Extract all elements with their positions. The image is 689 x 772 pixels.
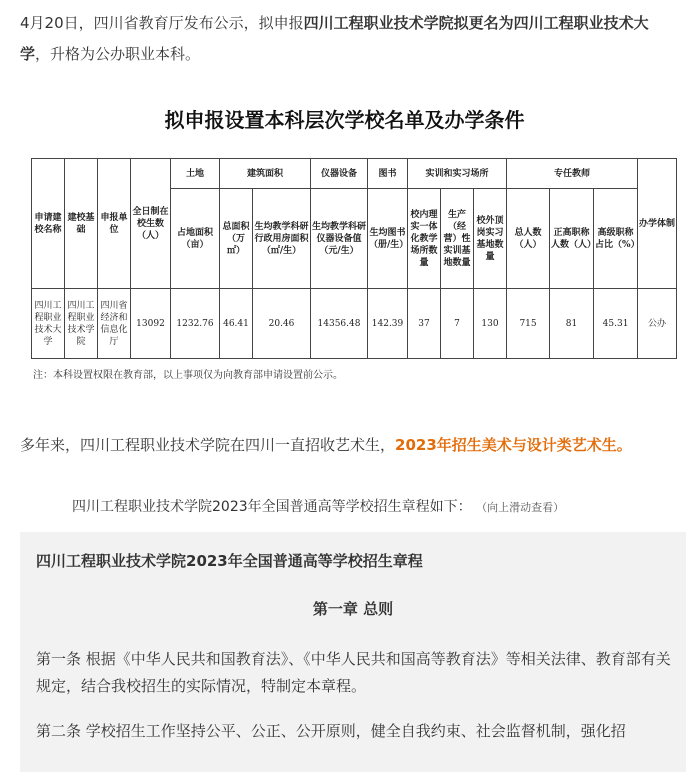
cell-base: 四川工程职业技术学院 bbox=[65, 289, 98, 359]
table-note: 注：本科设置权限在教育部，以上事项仅为向教育部申请设置前公示。 bbox=[33, 370, 343, 381]
cell-per-area: 20.46 bbox=[253, 289, 311, 359]
charter-intro bbox=[72, 495, 564, 520]
header-per-books: 生均图书（册/生） bbox=[368, 189, 408, 289]
charter-scroll-box[interactable] bbox=[20, 532, 686, 772]
header-senior-ratio: 高级职称占比（%） bbox=[594, 189, 638, 289]
article-2: 第二条 学校招生工作坚持公平、公正、公开原则，健全自我约束、社会监督机制，强化招 bbox=[36, 722, 626, 740]
art-student-paragraph bbox=[20, 432, 680, 458]
art-student-text: 多年来，四川工程职业技术学院在四川一直招收艺术生， bbox=[20, 436, 396, 454]
header-students: 全日制在校生数（人） bbox=[131, 159, 171, 289]
conditions-table bbox=[31, 158, 677, 359]
cell-unit: 四川省经济和信息化厅 bbox=[98, 289, 131, 359]
intro-text-1: 4月20日，四川省教育厅发布公示，拟申报 bbox=[20, 14, 304, 32]
intro-text-2: ，升格为公办职业本科。 bbox=[35, 45, 201, 63]
cell-total-area: 46.41 bbox=[220, 289, 253, 359]
cell-land-area: 1232.76 bbox=[171, 289, 220, 359]
table-row bbox=[32, 289, 677, 359]
cell-production: 7 bbox=[441, 289, 474, 359]
header-unit: 申报单位 bbox=[98, 159, 131, 289]
header-per-area: 生均教学科研行政用房面积（㎡/生） bbox=[253, 189, 311, 289]
header-land-area: 占地面积（亩） bbox=[171, 189, 220, 289]
cell-per-books: 142.39 bbox=[368, 289, 408, 359]
header-equipment: 仪器设备 bbox=[311, 159, 368, 189]
header-practice: 实训和实习场所 bbox=[408, 159, 507, 189]
cell-outer: 130 bbox=[474, 289, 507, 359]
header-senior: 正高职称人数（人） bbox=[550, 189, 594, 289]
charter-title: 四川工程职业技术学院2023年全国普通高等学校招生章程 bbox=[36, 552, 423, 570]
article-1: 第一条 根据《中华人民共和国教育法》、《中华人民共和国高等教育法》等相关法律、教育部有关规定，结合我校招生的实际情况，特制定本章程。 bbox=[36, 650, 671, 695]
charter-intro-text: 四川工程职业技术学院2023年全国普通高等学校招生章程如下： bbox=[72, 499, 472, 515]
cell-total-teachers: 715 bbox=[507, 289, 550, 359]
header-land: 土地 bbox=[171, 159, 220, 189]
art-student-highlight: 2023年招生美术与设计类艺术生。 bbox=[395, 436, 632, 454]
header-total-area: 总面积（万㎡） bbox=[220, 189, 253, 289]
header-outer: 校外顶岗实习基地数量 bbox=[474, 189, 507, 289]
chapter-heading: 第一章 总则 bbox=[312, 600, 394, 618]
header-total-teachers: 总人数（人） bbox=[507, 189, 550, 289]
header-base: 建校基础 bbox=[65, 159, 98, 289]
intro-bold-text: 四川工程职业技术学院拟更名为四川工程职业技术大学 bbox=[20, 14, 649, 63]
scroll-hint: （向上滑动查看） bbox=[476, 501, 565, 514]
header-inner: 校内理实一体化教学场所数量 bbox=[408, 189, 441, 289]
header-building: 建筑面积 bbox=[220, 159, 311, 189]
cell-senior: 81 bbox=[550, 289, 594, 359]
table-title: 拟申报设置本科层次学校名单及办学条件 bbox=[164, 108, 525, 132]
cell-school: 四川工程职业技术大学 bbox=[32, 289, 65, 359]
header-type: 办学体制 bbox=[638, 159, 677, 289]
cell-per-equip: 14356.48 bbox=[311, 289, 368, 359]
intro-paragraph bbox=[20, 8, 675, 70]
cell-inner: 37 bbox=[408, 289, 441, 359]
header-school: 申请建校名称 bbox=[32, 159, 65, 289]
header-books: 图书 bbox=[368, 159, 408, 189]
header-per-equip: 生均教学科研仪器设备值（元/生） bbox=[311, 189, 368, 289]
cell-senior-ratio: 45.31 bbox=[594, 289, 638, 359]
header-production: 生产（经营）性实训基地数量 bbox=[441, 189, 474, 289]
header-teachers: 专任教师 bbox=[507, 159, 638, 189]
cell-type: 公办 bbox=[638, 289, 677, 359]
cell-students: 13092 bbox=[131, 289, 171, 359]
